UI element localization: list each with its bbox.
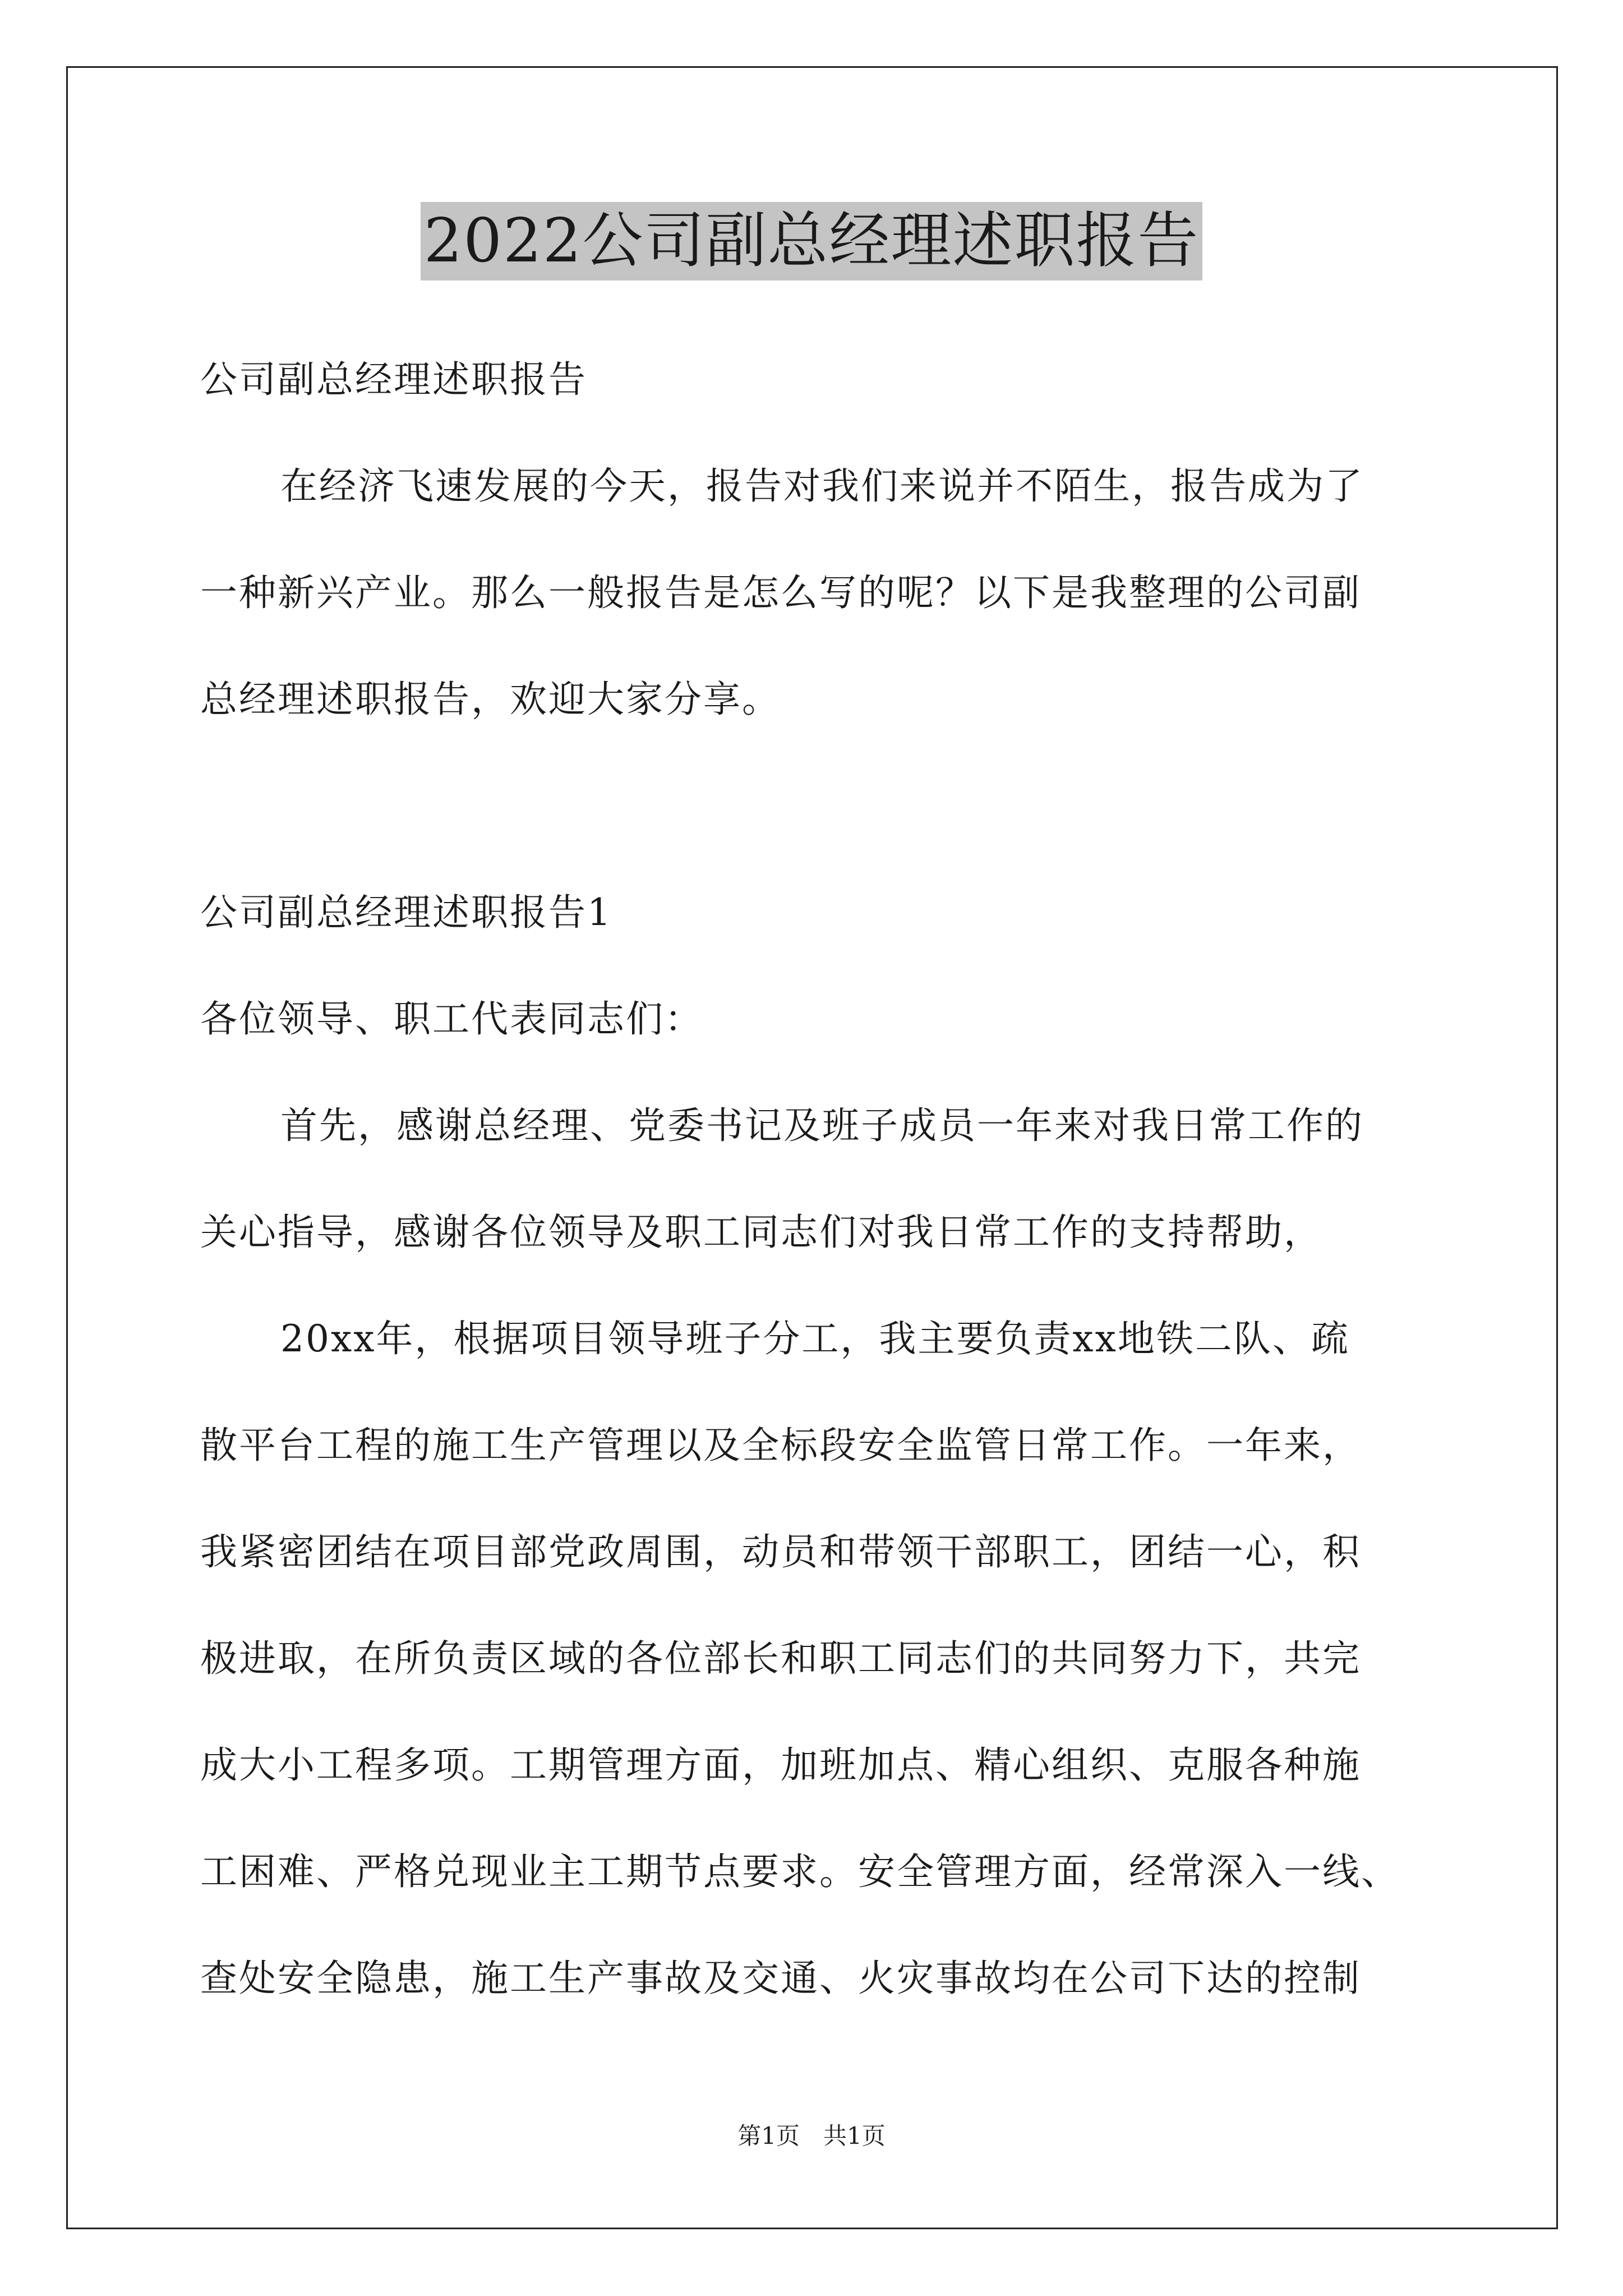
section-heading: 公司副总经理述职报告1 — [200, 891, 612, 934]
title-container — [0, 202, 1623, 280]
intro-line: 在经济飞速发展的今天，报告对我们来说并不陌生，报告成为了 — [280, 464, 1364, 508]
paragraph-line: 成大小工程多项。工期管理方面，加班加点、精心组织、克服各种施 — [200, 1743, 1361, 1787]
salutation: 各位领导、职工代表同志们： — [200, 997, 703, 1041]
document-title: 2022公司副总经理述职报告 — [421, 202, 1203, 280]
paragraph-line: 我紧密团结在项目部党政周围，动员和带领干部职工，团结一心，积 — [200, 1530, 1361, 1573]
intro-line: 一种新兴产业。那么一般报告是怎么写的呢？以下是我整理的公司副 — [200, 571, 1361, 614]
paragraph-line: 关心指导，感谢各位领导及职工同志们对我日常工作的支持帮助， — [200, 1211, 1322, 1254]
paragraph-line: 极进取，在所负责区域的各位部长和职工同志们的共同努力下，共完 — [200, 1637, 1361, 1680]
paragraph-line: 20xx年，根据项目领导班子分工，我主要负责xx地铁二队、疏 — [280, 1317, 1350, 1360]
page-footer: 第1页 共1页 — [737, 2122, 886, 2150]
intro-line: 总经理述职报告，欢迎大家分享。 — [200, 678, 781, 721]
paragraph-line: 查处安全隐患，施工生产事故及交通、火灾事故均在公司下达的控制 — [200, 1957, 1361, 2000]
paragraph-line: 工困难、严格兑现业主工期节点要求。安全管理方面，经常深入一线、 — [200, 1850, 1400, 1893]
paragraph-line: 首先，感谢总经理、党委书记及班子成员一年来对我日常工作的 — [280, 1104, 1364, 1147]
paragraph-line: 散平台工程的施工生产管理以及全标段安全监管日常工作。一年来， — [200, 1424, 1361, 1467]
subtitle: 公司副总经理述职报告 — [200, 358, 587, 401]
